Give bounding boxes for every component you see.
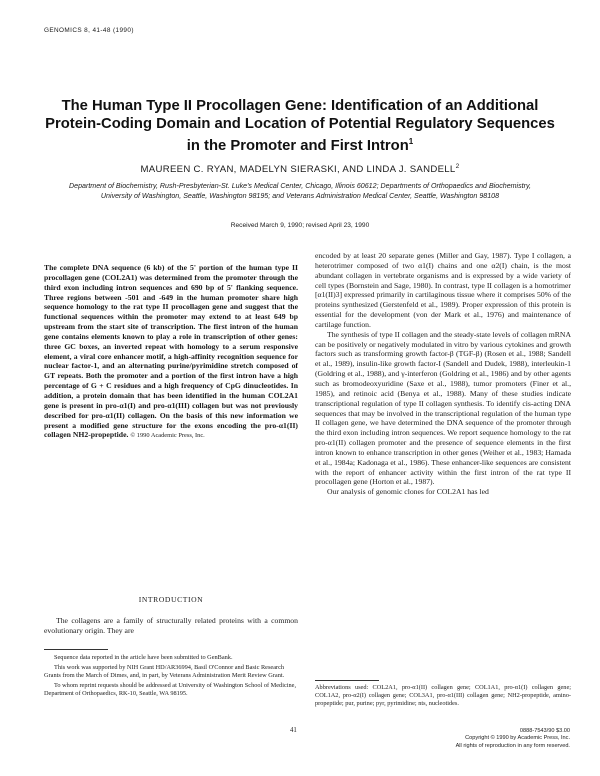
body-paragraph: Our analysis of genomic clones for COL2A1 has led <box>327 487 489 497</box>
title-text: The Human Type II Procollagen Gene: Identification of an Additional Protein-Coding Domain and Location of Potential Regulatory Sequences in the Promoter and First Intron <box>45 98 555 155</box>
footnote-abbreviations: Abbreviations used: COL2A1, pro-α1(II) collagen gene; COL1A1, pro-α1(I) collagen gene; COL1A2, pro-α2(I) collagen gene; COL3A1, pro-α1(III) collagen gene; NH2-propeptide, amino-propeptide; pur, purine; pyr, pyrimidine; nts, nucleotides. <box>315 684 571 708</box>
running-head: GENOMICS 8, 41-48 (1990) <box>44 27 134 34</box>
body-text-right <box>315 251 571 497</box>
introduction-heading: INTRODUCTION <box>138 595 204 604</box>
issn-line: 0888-7543/90 $3.00 <box>519 728 570 734</box>
copyright-block <box>400 728 570 750</box>
abstract-copyright: © 1990 Academic Press, Inc. <box>130 432 205 440</box>
title-footnote-marker: 1 <box>408 137 414 147</box>
abstract-text: The complete DNA sequence (6 kb) of the 5' portion of the human type II procollagen gene (COL2A1) was determined from the promoter through the third exon including intron sequences and 690 bp of 5' flanking sequence. Three regions between -501 and -649 in the human promoter share high sequence homology to the rat type II procollagen gene and suggest that the functional sequences within the promoter may extend to at least 649 bp upstream from the start site of transcription. The first intron of the human gene contains elements known to play a role in transcription of other genes: three GC boxes, an inverted repeat with homology to a serum responsive element, a viral core enhancer motif, a high-affinity recognition sequence for nuclear factor-1, and an alternating purine/pyrimidine stretch composed of GT repeats. Both the promoter and a portion of the first intron have a high percentage of G + C residues and a high frequency of CpG dinucleotides. In addition, a protein domain that has been identified in the human COL2A1 gene is present in pro-α1(I) and pro-α1(III) collagen but was not previously described for pro-α1(II) collagen. On the basis of this new information we present a modified gene structure for the exons encoding the pro-α1(II) collagen NH2-propeptide. <box>44 263 298 440</box>
received-date: Received March 9, 1990; revised April 23, 1990 <box>230 222 370 229</box>
article-title <box>40 98 560 156</box>
copyright-line: Copyright © 1990 by Academic Press, Inc. <box>465 735 570 742</box>
abstract <box>44 263 298 441</box>
author-list <box>40 163 560 175</box>
footnotes-left <box>44 654 298 700</box>
authors-text: MAUREEN C. RYAN, MADELYN SIERASKI, AND LINDA J. SANDELL <box>140 164 456 176</box>
author-footnote-marker: 2 <box>455 163 460 170</box>
introduction-opening: The collagens are a family of structurally related proteins with a common evolutionary origin. They are <box>44 616 298 635</box>
footnote-reprints: To whom reprint requests should be addressed at University of Washington School of Medicine, Department of Orthopaedics, RK-10, Seattle, WA 98195. <box>44 682 297 698</box>
page-number: 41 <box>290 727 297 734</box>
footnote-funding: This work was supported by NIH Grant HD/AR36994, Basil O'Connor and Basic Research Grants from the March of Dimes, and, in part, by Veterans Administration Merit Review Grant. <box>44 664 285 680</box>
footnote-rule-right <box>315 680 379 681</box>
body-paragraph: The synthesis of type II collagen and the steady-state levels of collagen mRNA can be positively or negatively modulated in vitro by various cytokines and growth factors such as transforming growth factor-β (TGF-β) (Rosen et al., 1988; Sandell et al., 1989), insulin-like growth factor-I (Sandell and Dudek, 1988), interleukin-1 (Goldring et al., 1988), and γ-interferon (Goldring et al., 1986) and by other agents such as bromodeoxyuridine (Saxe et al., 1988), tumor promoters (Finer et al., 1985), and retinoic acid (Benya et al., 1988). Many of these studies indicate transcriptional regulation of type II collagen synthesis. To identify cis-acting DNA sequences that may be involved in the transcriptional regulation of the human type II collagen gene, we have determined the DNA sequence of the promoter through the third exon including intron sequences. We report sequence homology to the rat pro-α1(II) collagen promoter and the presence of sequence elements in the first intron known to enhance transcription in other genes (Weiher et al., 1983; Hamada et al., 1984a; Kadonaga et al., 1986). These enhancer-like sequences are consistent with the report of enhancer activity within the first intron of the rat type II procollagen gene (Horton et al., 1987). <box>315 329 571 487</box>
body-paragraph: encoded by at least 20 separate genes (Miller and Gay, 1987). Type I collagen, a heterotrimer composed of two α1(I) chains and one α2(I) chain, is the most abundant collagen in vertebrate organisms and is expressed by a wide variety of cell types (Bornstein and Sage, 1980). In contrast, type II collagen is a homotrimer [α1(II)3] expressed primarily in cartilaginous tissue where it comprises 50% of the proteins synthesized (Gerstenfeld et al., 1989). Proper expression of this protein is essential for the development (von der Mark et al., 1976) and maintenance of cartilage function. <box>315 251 571 329</box>
rights-line: All rights of reproduction in any form reserved. <box>455 742 570 749</box>
footnote-rule-left <box>44 649 108 650</box>
footnote-genbank: Sequence data reported in the article have been submitted to GenBank. <box>54 654 233 661</box>
affiliations: Department of Biochemistry, Rush-Presbyterian-St. Luke's Medical Center, Chicago, Illinois 60612; Departments of Orthopaedics and Biochemistry, University of Washington, Seattle, Washington 98195; and Veterans Administration Medical Center, Seattle, Washington 98108 <box>69 182 531 200</box>
